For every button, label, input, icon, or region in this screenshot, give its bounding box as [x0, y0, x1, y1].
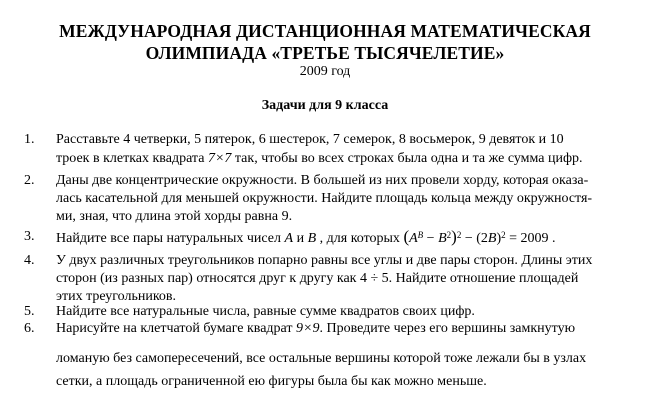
math-expression: 4 ÷ 5 — [359, 271, 389, 286]
problem-text-line: этих треугольников. — [56, 289, 177, 304]
problem-text-fragment: Найдите все пары натуральных чисел — [56, 231, 285, 246]
olympiad-title — [0, 20, 650, 64]
problem-number: 2. — [24, 173, 35, 188]
problem-text-fragment: , для которых — [316, 231, 404, 246]
math-expression: 9×9 — [296, 321, 320, 336]
eq-exponent-2: 2 — [456, 230, 462, 240]
problem-text-fragment: и — [293, 231, 308, 246]
problem-text-line — [56, 320, 628, 338]
problem-text-fragment: . Проведите через его вершины замкнутую — [319, 321, 576, 336]
problems-subtitle: Задачи для 9 класса — [261, 98, 389, 113]
problem-text-line: Даны две концентрические окружности. В большей из них провели хорду, которая оказа- — [56, 173, 589, 188]
eq-var-b: B — [487, 231, 497, 246]
problem-text-fragment: так, чтобы во всех строках была одна и та же сумма цифр. — [231, 151, 583, 166]
equation: $(A^B - B^2)^2 - (2B)^2 = 2009$ . — [403, 227, 556, 246]
math-expression: 7×7 — [207, 151, 232, 166]
eq-exponent-b: B — [417, 230, 424, 240]
problem-text-line: лась касательной для меньшей окружности. Найдите площадь кольца между окружностя- — [56, 191, 593, 206]
problem-text-line: Найдите все натуральные числа, равные сумме квадратов своих цифр. — [56, 304, 475, 319]
title-line-2: ОЛИМПИАДА «ТРЕТЬЕ ТЫСЯЧЕЛЕТИЕ» — [145, 43, 505, 63]
olympiad-year: 2009 год — [299, 64, 351, 79]
variable-a: A — [284, 231, 294, 246]
eq-var-b: B — [438, 231, 447, 246]
problem-number: 3. — [24, 229, 35, 244]
problem-number: 4. — [24, 253, 35, 268]
variable-b: B — [307, 231, 317, 246]
problem-number: 1. — [24, 132, 35, 147]
problem-number: 6. — [24, 321, 35, 336]
problem-text-line — [56, 270, 628, 288]
problem-text-line: Расставьте 4 четверки, 5 пятерок, 6 шестерок, 7 семерок, 8 восьмерок, 9 девяток и 10 — [56, 132, 564, 147]
problem-text-fragment: троек в клетках квадрата — [56, 151, 208, 166]
problem-text-line: ломаную без самопересечений, все остальные вершины которой тоже лежали бы в узлах — [56, 351, 587, 366]
problem-text-fragment: сторон (из разных пар) относятся друг к другу как — [56, 271, 360, 286]
problem-text-line — [56, 228, 628, 248]
eq-exponent-2: 2 — [446, 230, 452, 240]
eq-exponent-2: 2 — [501, 230, 506, 240]
problem-text-line: сетки, а площадь ограниченной ею фигуры была бы как можно меньше. — [56, 374, 487, 389]
problem-text-line: У двух различных треугольников попарно равны все углы и две пары сторон. Длины этих — [56, 253, 593, 268]
eq-var-a: A — [409, 231, 418, 246]
eq-result: = 2009 . — [505, 231, 556, 246]
problem-text-fragment: . Найдите отношение площадей — [388, 271, 579, 286]
title-line-1: МЕЖДУНАРОДНАЯ ДИСТАНЦИОННАЯ МАТЕМАТИЧЕСКАЯ — [59, 21, 591, 41]
problem-text-line: ми, зная, что длина этой хорды равна 9. — [56, 209, 293, 224]
problem-text-line — [56, 150, 628, 168]
problem-number: 5. — [24, 304, 35, 319]
problem-text-fragment: Нарисуйте на клетчатой бумаге квадрат — [56, 321, 297, 336]
